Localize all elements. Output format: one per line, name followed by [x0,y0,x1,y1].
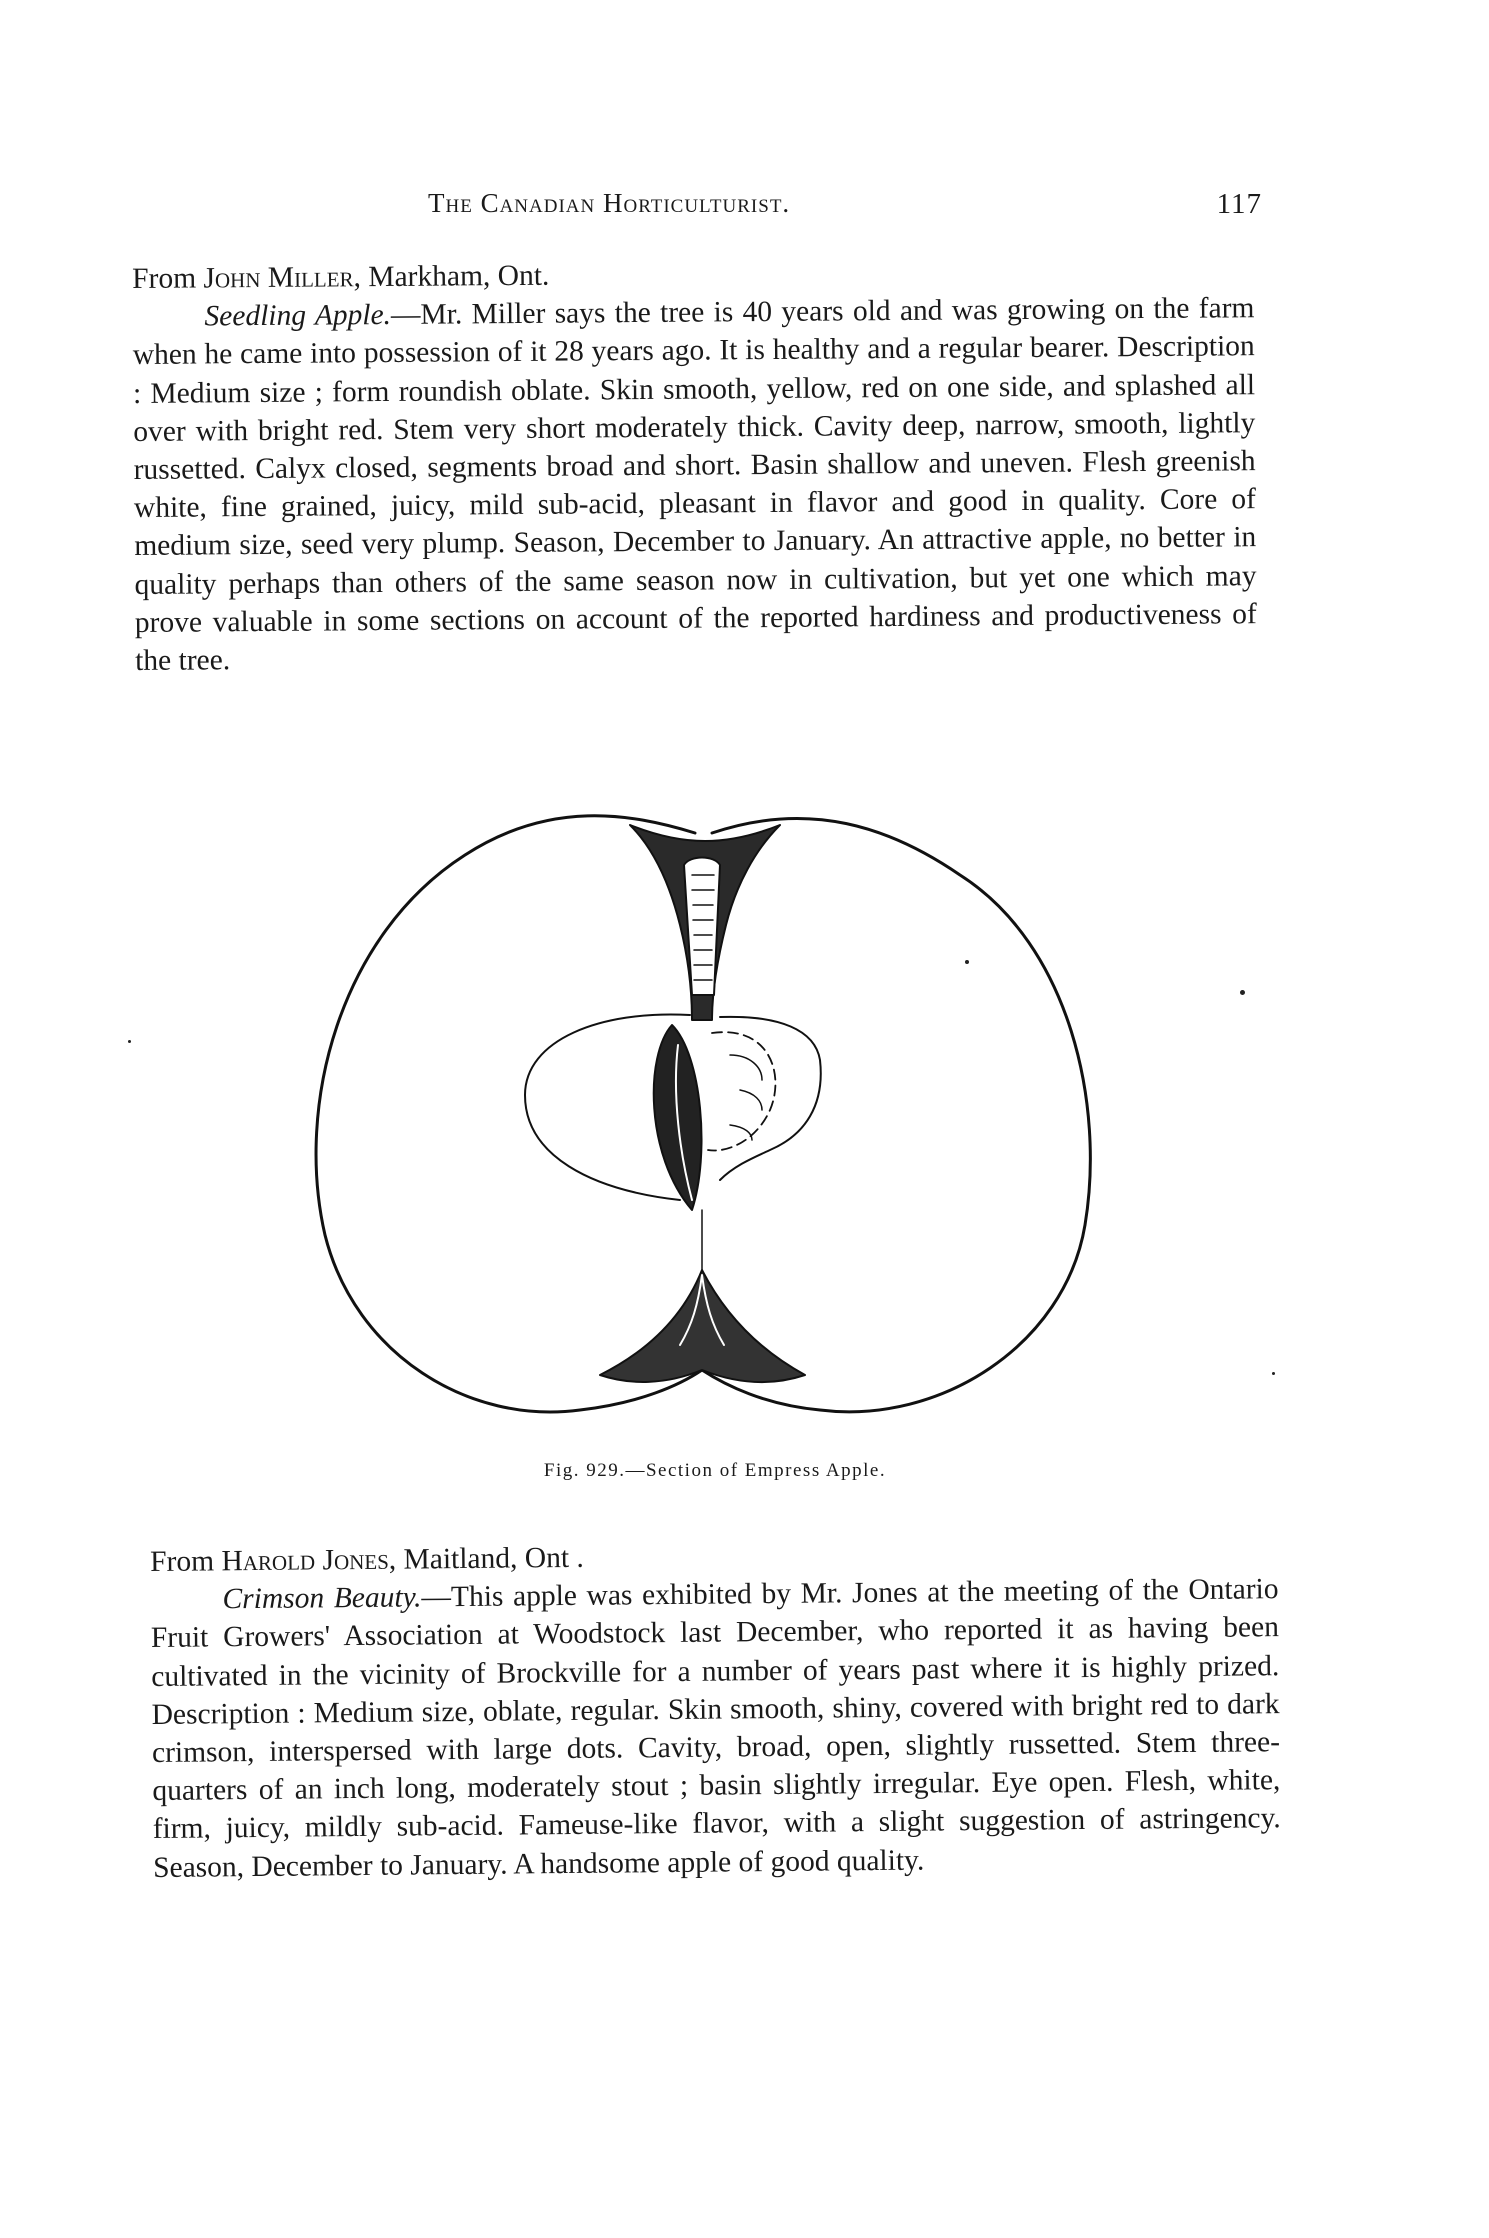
ink-speck [1240,990,1245,995]
variety-name: Crimson Beauty. [222,1581,422,1616]
page-number: 117 [1216,188,1262,220]
apple-section-illustration [300,805,1130,1450]
running-header [132,188,1262,232]
from-prefix: From [132,262,197,295]
from-prefix: From [150,1545,215,1578]
entry-description [150,1570,1281,1886]
contributor-place: , Markham, Ont. [353,259,550,294]
calyx-cavity [600,1270,805,1382]
entry-crimson-beauty [150,1532,1281,1887]
contributor-place: , Maitland, Ont . [388,1541,584,1576]
description-text: —This apple was exhibited by Mr. Jones at the meeting of the Ontario Fruit Growers' Association at Woodstock last December, who reported it as having been cultivated in the vicinity of Brockville for a number of years past where it is highly prized. Description : Medium size, oblate, regular. Skin smooth, shiny, covered with bright red to dark crimson, interspersed with large dots. Cavity, broad, open, slightly russetted. Stem three-quarters of an inch long, moderately stout ; basin slightly irregular. Eye open. Flesh, white, firm, juicy, mildly sub-acid. Fameuse-like flavor, with a slight suggestion of astringency. Season, December to January. A handsome apple of good quality. [150,1573,1281,1884]
ink-speck [128,1040,131,1043]
entry-seedling-apple [132,251,1257,680]
seed-cell [708,1032,775,1150]
entry-description [132,289,1257,680]
journal-title: The Canadian Horticulturist. [428,188,791,218]
figure-caption: Fig. 929.—Section of Empress Apple. [543,1460,887,1481]
variety-name: Seedling Apple. [204,299,392,333]
description-text: —Mr. Miller says the tree is 40 years old and was growing on the farm when he came into possession of it 28 years ago. It is healthy and a regular bearer. Description : Medium size ; form roundish oblate. Skin smooth, yellow, red on one side, and splashed all over with bright red. Stem very short moderately thick. Cavity deep, narrow, smooth, lightly russetted. Calyx closed, segments broad and short. Basin shallow and uneven. Flesh greenish white, fine grained, juicy, mild sub-acid, pleasant in flavor and good in quality. Core of medium size, seed very plump. Season, December to January. An attractive apple, no better in quality perhaps than others of the same season now in cultivation, but yet one which may prove valuable in some sections on account of the reported hardiness and productiveness of the tree. [132,292,1257,678]
contributor-name: John Miller [203,261,354,295]
ink-speck [965,960,969,964]
ink-speck [1272,1372,1275,1375]
contributor-name: Harold Jones [221,1543,389,1578]
